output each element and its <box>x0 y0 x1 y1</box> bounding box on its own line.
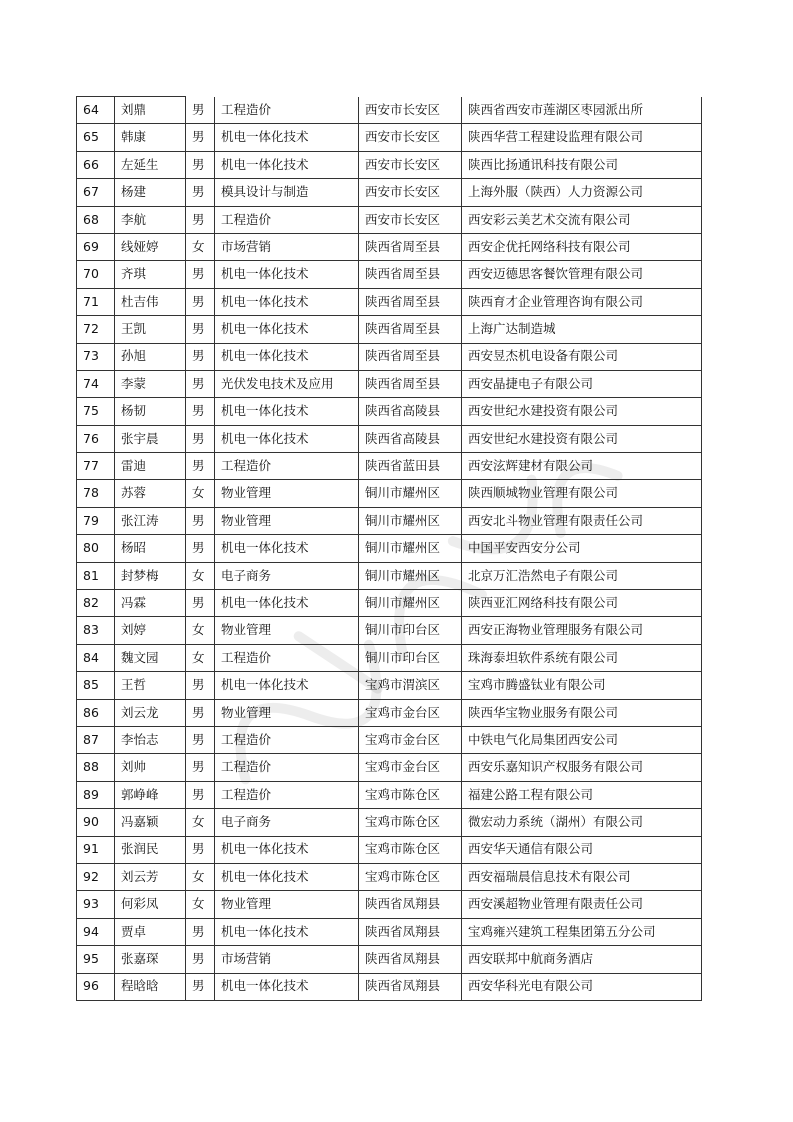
company-cell: 陕西华宝物业服务有限公司 <box>462 699 702 726</box>
major-cell: 机电一体化技术 <box>215 261 359 288</box>
gender-cell: 女 <box>186 233 215 260</box>
table-row <box>77 836 702 863</box>
name-cell: 杜吉伟 <box>115 288 186 315</box>
gender-cell: 男 <box>186 535 215 562</box>
region-cell: 陕西省周至县 <box>359 370 462 397</box>
gender-cell: 男 <box>186 590 215 617</box>
row-number: 64 <box>77 97 115 124</box>
table-row <box>77 507 702 534</box>
major-cell: 机电一体化技术 <box>215 863 359 890</box>
company-cell: 中铁电气化局集团西安公司 <box>462 726 702 753</box>
row-number: 71 <box>77 288 115 315</box>
major-cell: 电子商务 <box>215 809 359 836</box>
row-number: 92 <box>77 863 115 890</box>
row-number: 76 <box>77 425 115 452</box>
gender-cell: 女 <box>186 617 215 644</box>
company-cell: 陕西亚汇网络科技有限公司 <box>462 590 702 617</box>
table-row <box>77 206 702 233</box>
company-cell: 西安联邦中航商务酒店 <box>462 946 702 973</box>
major-cell: 工程造价 <box>215 206 359 233</box>
name-cell: 张江涛 <box>115 507 186 534</box>
name-cell: 冯嘉颖 <box>115 809 186 836</box>
row-number: 78 <box>77 480 115 507</box>
row-number: 87 <box>77 726 115 753</box>
company-cell: 北京万汇浩然电子有限公司 <box>462 562 702 589</box>
row-number: 86 <box>77 699 115 726</box>
name-cell: 杨昭 <box>115 535 186 562</box>
row-number: 69 <box>77 233 115 260</box>
gender-cell: 男 <box>186 507 215 534</box>
gender-cell: 女 <box>186 562 215 589</box>
company-cell: 西安华科光电有限公司 <box>462 973 702 1000</box>
gender-cell: 女 <box>186 480 215 507</box>
row-number: 80 <box>77 535 115 562</box>
table-row <box>77 535 702 562</box>
company-cell: 上海外服（陕西）人力资源公司 <box>462 179 702 206</box>
table-row <box>77 398 702 425</box>
region-cell: 铜川市耀州区 <box>359 507 462 534</box>
row-number: 70 <box>77 261 115 288</box>
region-cell: 宝鸡市陈仓区 <box>359 809 462 836</box>
table-row <box>77 781 702 808</box>
name-cell: 张润民 <box>115 836 186 863</box>
name-cell: 杨建 <box>115 179 186 206</box>
company-cell: 宝鸡雍兴建筑工程集团第五分公司 <box>462 918 702 945</box>
name-cell: 刘鼎 <box>115 97 186 124</box>
name-cell: 贾卓 <box>115 918 186 945</box>
region-cell: 陕西省凤翔县 <box>359 946 462 973</box>
major-cell: 工程造价 <box>215 726 359 753</box>
company-cell: 西安溪超物业管理有限责任公司 <box>462 891 702 918</box>
company-cell: 西安企优托网络科技有限公司 <box>462 233 702 260</box>
name-cell: 线娅婷 <box>115 233 186 260</box>
major-cell: 机电一体化技术 <box>215 590 359 617</box>
name-cell: 韩康 <box>115 124 186 151</box>
table-row <box>77 343 702 370</box>
company-cell: 微宏动力系统（湖州）有限公司 <box>462 809 702 836</box>
company-cell: 西安正海物业管理服务有限公司 <box>462 617 702 644</box>
gender-cell: 男 <box>186 343 215 370</box>
region-cell: 宝鸡市渭滨区 <box>359 672 462 699</box>
gender-cell: 男 <box>186 179 215 206</box>
company-cell: 上海广达制造城 <box>462 316 702 343</box>
name-cell: 雷迪 <box>115 453 186 480</box>
major-cell: 市场营销 <box>215 946 359 973</box>
major-cell: 物业管理 <box>215 507 359 534</box>
table-row <box>77 97 702 124</box>
major-cell: 机电一体化技术 <box>215 151 359 178</box>
row-number: 72 <box>77 316 115 343</box>
row-number: 74 <box>77 370 115 397</box>
name-cell: 魏文园 <box>115 644 186 671</box>
major-cell: 工程造价 <box>215 644 359 671</box>
major-cell: 机电一体化技术 <box>215 288 359 315</box>
region-cell: 铜川市印台区 <box>359 617 462 644</box>
table-row <box>77 946 702 973</box>
gender-cell: 男 <box>186 836 215 863</box>
gender-cell: 男 <box>186 918 215 945</box>
region-cell: 陕西省周至县 <box>359 316 462 343</box>
region-cell: 铜川市耀州区 <box>359 535 462 562</box>
region-cell: 陕西省周至县 <box>359 233 462 260</box>
table-row <box>77 562 702 589</box>
major-cell: 机电一体化技术 <box>215 425 359 452</box>
major-cell: 工程造价 <box>215 781 359 808</box>
company-cell: 西安北斗物业管理有限责任公司 <box>462 507 702 534</box>
name-cell: 李航 <box>115 206 186 233</box>
roster-table <box>76 96 702 1001</box>
row-number: 67 <box>77 179 115 206</box>
region-cell: 铜川市耀州区 <box>359 480 462 507</box>
gender-cell: 男 <box>186 726 215 753</box>
row-number: 75 <box>77 398 115 425</box>
row-number: 89 <box>77 781 115 808</box>
major-cell: 机电一体化技术 <box>215 343 359 370</box>
gender-cell: 男 <box>186 151 215 178</box>
name-cell: 冯霖 <box>115 590 186 617</box>
major-cell: 光伏发电技术及应用 <box>215 370 359 397</box>
name-cell: 孙旭 <box>115 343 186 370</box>
table-row <box>77 891 702 918</box>
row-number: 88 <box>77 754 115 781</box>
gender-cell: 女 <box>186 863 215 890</box>
table-row <box>77 179 702 206</box>
company-cell: 西安世纪水建投资有限公司 <box>462 398 702 425</box>
gender-cell: 男 <box>186 370 215 397</box>
row-number: 65 <box>77 124 115 151</box>
table-row <box>77 124 702 151</box>
region-cell: 宝鸡市金台区 <box>359 699 462 726</box>
region-cell: 陕西省高陵县 <box>359 398 462 425</box>
gender-cell: 男 <box>186 288 215 315</box>
row-number: 83 <box>77 617 115 644</box>
major-cell: 物业管理 <box>215 891 359 918</box>
name-cell: 何彩凤 <box>115 891 186 918</box>
table-row <box>77 288 702 315</box>
name-cell: 李蒙 <box>115 370 186 397</box>
row-number: 77 <box>77 453 115 480</box>
company-cell: 陕西省西安市莲湖区枣园派出所 <box>462 97 702 124</box>
gender-cell: 女 <box>186 644 215 671</box>
name-cell: 刘婷 <box>115 617 186 644</box>
region-cell: 铜川市耀州区 <box>359 562 462 589</box>
company-cell: 西安乐嘉知识产权服务有限公司 <box>462 754 702 781</box>
name-cell: 齐琪 <box>115 261 186 288</box>
major-cell: 机电一体化技术 <box>215 535 359 562</box>
company-cell: 西安昱杰机电设备有限公司 <box>462 343 702 370</box>
major-cell: 工程造价 <box>215 754 359 781</box>
gender-cell: 男 <box>186 124 215 151</box>
row-number: 90 <box>77 809 115 836</box>
major-cell: 工程造价 <box>215 97 359 124</box>
region-cell: 西安市长安区 <box>359 97 462 124</box>
region-cell: 陕西省蓝田县 <box>359 453 462 480</box>
table-row <box>77 617 702 644</box>
major-cell: 机电一体化技术 <box>215 316 359 343</box>
gender-cell: 男 <box>186 946 215 973</box>
table-row <box>77 863 702 890</box>
gender-cell: 男 <box>186 206 215 233</box>
region-cell: 陕西省周至县 <box>359 343 462 370</box>
table-row <box>77 726 702 753</box>
region-cell: 陕西省凤翔县 <box>359 918 462 945</box>
gender-cell: 女 <box>186 891 215 918</box>
company-cell: 西安迈德思客餐饮管理有限公司 <box>462 261 702 288</box>
region-cell: 陕西省周至县 <box>359 261 462 288</box>
company-cell: 西安晶捷电子有限公司 <box>462 370 702 397</box>
major-cell: 物业管理 <box>215 480 359 507</box>
row-number: 94 <box>77 918 115 945</box>
major-cell: 电子商务 <box>215 562 359 589</box>
row-number: 68 <box>77 206 115 233</box>
name-cell: 王哲 <box>115 672 186 699</box>
region-cell: 陕西省周至县 <box>359 288 462 315</box>
region-cell: 西安市长安区 <box>359 179 462 206</box>
name-cell: 程晗晗 <box>115 973 186 1000</box>
name-cell: 张宇晨 <box>115 425 186 452</box>
row-number: 79 <box>77 507 115 534</box>
major-cell: 模具设计与制造 <box>215 179 359 206</box>
gender-cell: 男 <box>186 97 215 124</box>
gender-cell: 男 <box>186 781 215 808</box>
name-cell: 刘云芳 <box>115 863 186 890</box>
region-cell: 宝鸡市金台区 <box>359 726 462 753</box>
company-cell: 陕西华营工程建设监理有限公司 <box>462 124 702 151</box>
major-cell: 机电一体化技术 <box>215 918 359 945</box>
row-number: 85 <box>77 672 115 699</box>
table-row <box>77 672 702 699</box>
company-cell: 西安华天通信有限公司 <box>462 836 702 863</box>
table-row <box>77 754 702 781</box>
company-cell: 陕西比扬通讯科技有限公司 <box>462 151 702 178</box>
table-row <box>77 480 702 507</box>
region-cell: 西安市长安区 <box>359 151 462 178</box>
company-cell: 西安福瑞晨信息技术有限公司 <box>462 863 702 890</box>
name-cell: 苏蓉 <box>115 480 186 507</box>
major-cell: 物业管理 <box>215 699 359 726</box>
table-row <box>77 425 702 452</box>
region-cell: 宝鸡市陈仓区 <box>359 836 462 863</box>
table-row <box>77 370 702 397</box>
gender-cell: 男 <box>186 973 215 1000</box>
region-cell: 宝鸡市金台区 <box>359 754 462 781</box>
name-cell: 左延生 <box>115 151 186 178</box>
region-cell: 西安市长安区 <box>359 124 462 151</box>
region-cell: 陕西省凤翔县 <box>359 891 462 918</box>
company-cell: 陕西顺城物业管理有限公司 <box>462 480 702 507</box>
table-row <box>77 918 702 945</box>
company-cell: 珠海泰坦软件系统有限公司 <box>462 644 702 671</box>
table-row <box>77 809 702 836</box>
company-cell: 西安泫辉建材有限公司 <box>462 453 702 480</box>
table-row <box>77 644 702 671</box>
major-cell: 机电一体化技术 <box>215 672 359 699</box>
major-cell: 工程造价 <box>215 453 359 480</box>
table-row <box>77 453 702 480</box>
gender-cell: 男 <box>186 699 215 726</box>
row-number: 93 <box>77 891 115 918</box>
name-cell: 刘帅 <box>115 754 186 781</box>
gender-cell: 男 <box>186 453 215 480</box>
region-cell: 宝鸡市陈仓区 <box>359 863 462 890</box>
name-cell: 郭峥峰 <box>115 781 186 808</box>
name-cell: 刘云龙 <box>115 699 186 726</box>
gender-cell: 男 <box>186 672 215 699</box>
gender-cell: 女 <box>186 809 215 836</box>
row-number: 91 <box>77 836 115 863</box>
table-row <box>77 973 702 1000</box>
row-number: 95 <box>77 946 115 973</box>
region-cell: 陕西省高陵县 <box>359 425 462 452</box>
table-row <box>77 151 702 178</box>
major-cell: 机电一体化技术 <box>215 398 359 425</box>
roster-body <box>77 97 702 1001</box>
gender-cell: 男 <box>186 754 215 781</box>
table-row <box>77 699 702 726</box>
region-cell: 陕西省凤翔县 <box>359 973 462 1000</box>
major-cell: 机电一体化技术 <box>215 973 359 1000</box>
row-number: 66 <box>77 151 115 178</box>
company-cell: 西安彩云美艺术交流有限公司 <box>462 206 702 233</box>
major-cell: 市场营销 <box>215 233 359 260</box>
company-cell: 福建公路工程有限公司 <box>462 781 702 808</box>
major-cell: 机电一体化技术 <box>215 124 359 151</box>
gender-cell: 男 <box>186 316 215 343</box>
table-row <box>77 233 702 260</box>
name-cell: 张嘉琛 <box>115 946 186 973</box>
region-cell: 铜川市耀州区 <box>359 590 462 617</box>
table-row <box>77 316 702 343</box>
company-cell: 西安世纪水建投资有限公司 <box>462 425 702 452</box>
name-cell: 封梦梅 <box>115 562 186 589</box>
company-cell: 中国平安西安分公司 <box>462 535 702 562</box>
row-number: 73 <box>77 343 115 370</box>
region-cell: 铜川市印台区 <box>359 644 462 671</box>
gender-cell: 男 <box>186 261 215 288</box>
name-cell: 杨韧 <box>115 398 186 425</box>
region-cell: 宝鸡市陈仓区 <box>359 781 462 808</box>
row-number: 82 <box>77 590 115 617</box>
company-cell: 宝鸡市腾盛钛业有限公司 <box>462 672 702 699</box>
gender-cell: 男 <box>186 425 215 452</box>
row-number: 81 <box>77 562 115 589</box>
region-cell: 西安市长安区 <box>359 206 462 233</box>
company-cell: 陕西育才企业管理咨询有限公司 <box>462 288 702 315</box>
table-row <box>77 261 702 288</box>
major-cell: 机电一体化技术 <box>215 836 359 863</box>
name-cell: 王凯 <box>115 316 186 343</box>
row-number: 96 <box>77 973 115 1000</box>
gender-cell: 男 <box>186 398 215 425</box>
table-row <box>77 590 702 617</box>
name-cell: 李怡志 <box>115 726 186 753</box>
major-cell: 物业管理 <box>215 617 359 644</box>
row-number: 84 <box>77 644 115 671</box>
